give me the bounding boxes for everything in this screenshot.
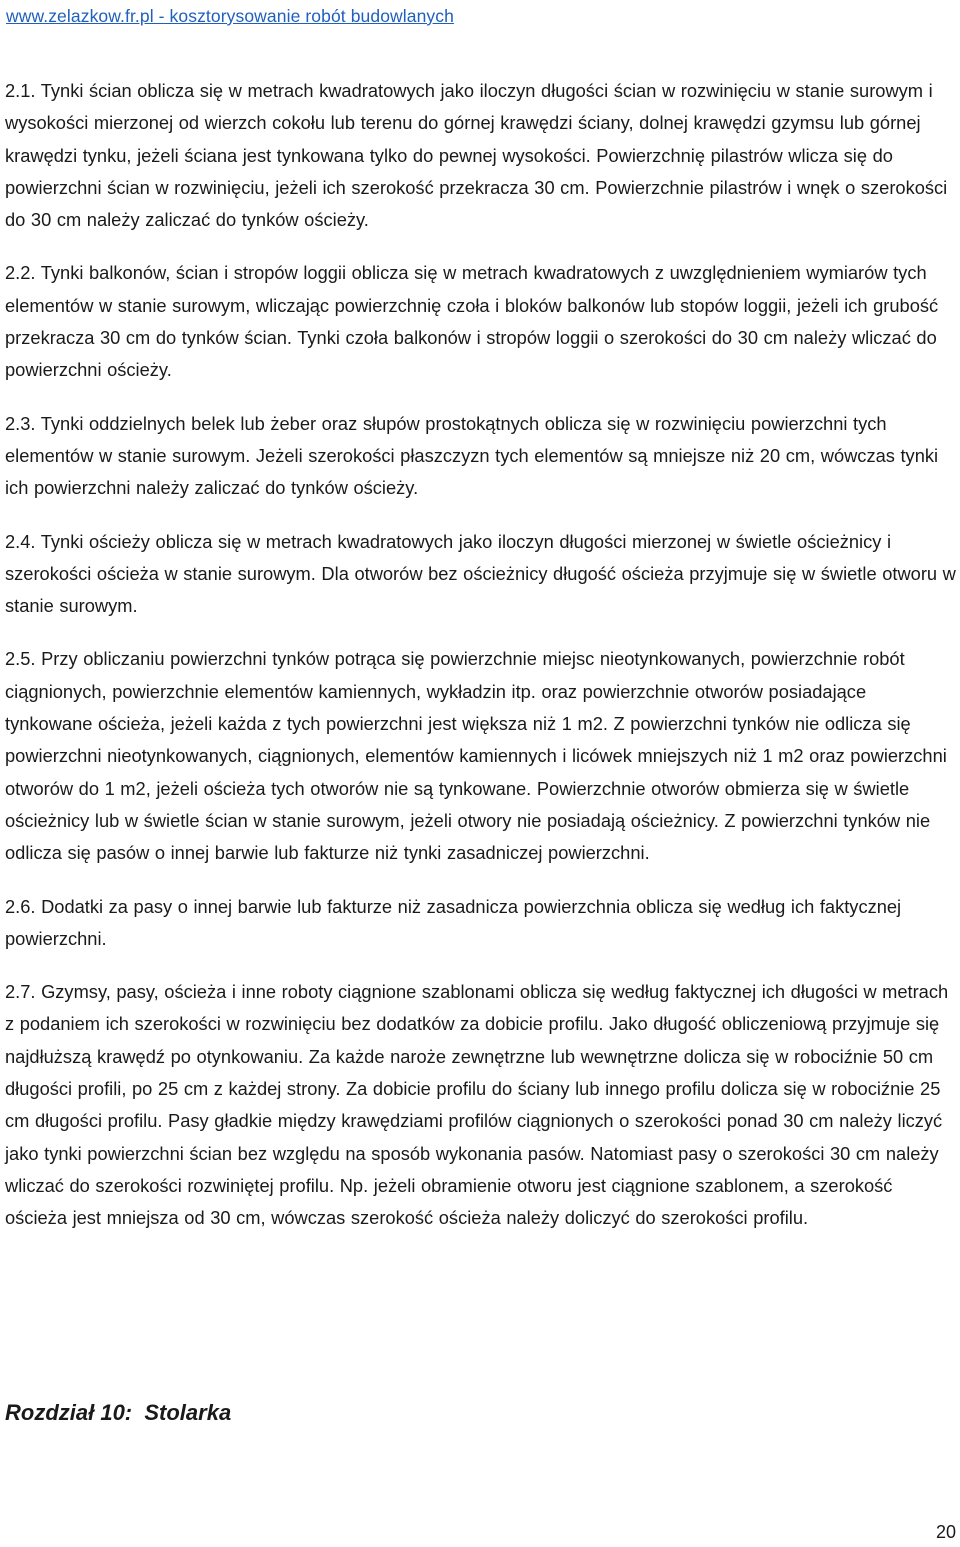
paragraph-2-5: 2.5. Przy obliczaniu powierzchni tynków potrąca się powierzchnie miejsc nieotynkowanych, powierzchnie robót ciągnionych, powierzchnie elementów kamiennych, wykładzin itp. oraz powierzchnie otworów posiadające tynkowane ościeża, jeżeli każda z tych powierzchni jest większa niż 1 m2. Z powierzchni tynków nie odlicza się powierzchni nieotynkowanych, ciągnionych, elementów kamiennych i licówek mniejszych niż 1 m2 oraz powierzchni otworów do 1 m2, jeżeli ościeża tych otworów nie są tynkowane. Powierzchnie otworów obmierza się w świetle ościeżnicy lub w świetle ścian w stanie surowym, jeżeli otwory nie posiadają ościeżnicy. Z powierzchni tynków nie odlicza się pasów o innej barwie lub fakturze niż tynki zasadniczej powierzchni. xyxy=(5,648,947,864)
paragraph-2-1: 2.1. Tynki ścian oblicza się w metrach kwadratowych jako iloczyn długości ścian w rozwinięciu w stanie surowym i wysokości mierzonej od wierzch cokołu lub terenu do górnej krawędzi ściany, dolnej krawędzi gzymsu lub górnej krawędzi tynku, jeżeli ściana jest tynkowana tylko do pewnej wysokości. Powierzchnię pilastrów wlicza się do powierzchni ścian w rozwinięciu, jeżeli ich szerokość przekracza 30 cm. Powierzchnie pilastrów i wnęk o szerokości do 30 cm należy zaliczać do tynków ościeży. xyxy=(5,80,948,231)
chapter-heading: Rozdział 10: Stolarka xyxy=(5,1400,232,1425)
paragraph-2-6: 2.6. Dodatki za pasy o innej barwie lub fakturze niż zasadnicza powierzchnia oblicza się według ich faktycznej powierzchni. xyxy=(5,895,902,949)
header-website-link[interactable]: www.zelazkow.fr.pl - kosztorysowanie robót budowlanych xyxy=(6,6,454,26)
paragraph-2-3: 2.3. Tynki oddzielnych belek lub żeber oraz słupów prostokątnych oblicza się w rozwinięciu powierzchni tych elementów w stanie surowym. Jeżeli szerokości płaszczyzn tych elementów są mniejsze niż 20 cm, wówczas tynki ich powierzchni należy zaliczać do tynków ościeży. xyxy=(5,412,939,499)
paragraph-2-7: 2.7. Gzymsy, pasy, ościeża i inne roboty ciągnione szablonami oblicza się według faktycznej ich długości w metrach z podaniem ich szerokości w rozwinięciu bez dodatków za dobicie profilu. Jako długość obliczeniową przyjmuje się najdłuższą krawędź po otynkowaniu. Za każde naroże zewnętrzne lub wewnętrzne dolicza się w robociźnie 50 cm długości profili, po 25 cm z każdej strony. Za dobicie profilu do ściany lub innego profilu dolicza się w robociźnie 25 cm długości profilu. Pasy gładkie między krawędziami profilów ciągnionych o szerokości ponad 30 cm należy liczyć jako tynki powierzchni ścian bez względu na sposób wykonania pasów. Natomiast pasy o szerokości 30 cm należy wliczać do szerokości rozwiniętej profilu. Np. jeżeli obramienie otworu jest ciągnione szablonem, a szerokość ościeża jest mniejsza od 30 cm, wówczas szerokość ościeża należy doliczyć do szerokości profilu. xyxy=(5,981,949,1229)
paragraph-2-2: 2.2. Tynki balkonów, ścian i stropów loggii oblicza się w metrach kwadratowych z uwzględnieniem wymiarów tych elementów w stanie surowym, wliczając powierzchnię czoła i bloków balkonów lub stopów loggii, jeżeli ich grubość przekracza 30 cm do tynków ścian. Tynki czoła balkonów i stropów loggii o szerokości do 30 cm należy wliczać do powierzchni ościeży. xyxy=(5,262,939,381)
page-number: 20 xyxy=(935,1522,956,1542)
paragraph-2-4: 2.4. Tynki ościeży oblicza się w metrach kwadratowych jako iloczyn długości mierzonej w świetle ościeżnicy i szerokości ościeża w stanie surowym. Dla otworów bez ościeżnicy długość ościeża przyjmuje się w świetle otworu w stanie surowym. xyxy=(5,530,956,617)
document-body xyxy=(5,75,957,1256)
